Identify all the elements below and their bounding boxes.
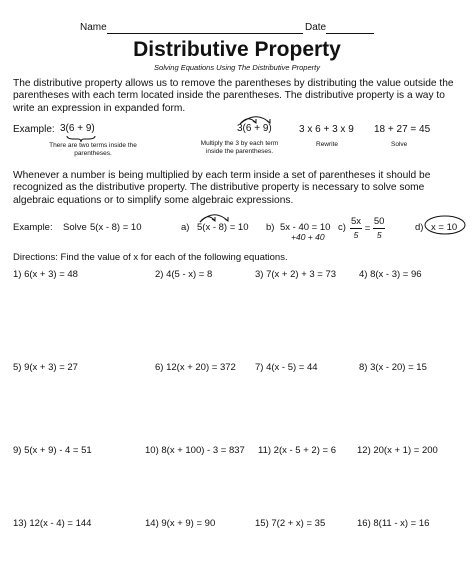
problem-8: 8) 3(x - 20) = 15 xyxy=(359,362,427,373)
example2-step-d: x = 10 xyxy=(431,222,458,233)
problem-11: 11) 2(x - 5 + 2) = 6 xyxy=(258,445,336,456)
example1-step4-note: Solve xyxy=(391,141,408,148)
paragraph-2: Whenever a number is being multiplied by each term inside a set of parentheses it should be recognized as the distributive property. The distributive property is necessary to solve some algebraic equations or to simplify some algebraic expressions. xyxy=(13,170,431,206)
example2-label: Example: xyxy=(13,222,53,233)
example1-step1-note: There are two terms inside the parentheses. xyxy=(49,142,137,157)
problem-5: 5) 9(x + 3) = 27 xyxy=(13,362,78,373)
problem-12: 12) 20(x + 1) = 200 xyxy=(357,445,438,456)
example1-step3-note: Rewrite xyxy=(316,141,339,148)
name-blank[interactable] xyxy=(107,22,303,34)
example2-step-b: 5x - 40 = 10 xyxy=(280,222,331,233)
example2-step-c-label: c) xyxy=(338,222,346,233)
name-field[interactable] xyxy=(80,22,303,34)
problem-6: 6) 12(x + 20) = 372 xyxy=(155,362,236,373)
date-field[interactable] xyxy=(305,22,374,34)
intro-paragraph: The distributive property allows us to remove the parentheses by distributing the value outside the parentheses with each term located inside the parentheses. The distributive property is a way to write an expression in expanded form. xyxy=(13,78,454,114)
example1-step2: 3(6 + 9) xyxy=(237,123,272,134)
example2-step-a: 5(x - 8) = 10 xyxy=(197,222,249,233)
page-title: Distributive Property xyxy=(133,38,341,61)
problem-16: 16) 8(11 - x) = 16 xyxy=(357,518,430,529)
example2-equation: 5(x - 8) = 10 xyxy=(90,222,142,233)
example1-label: Example: xyxy=(13,124,55,135)
example1-step2-note: Multiply the 3 by each term inside the parentheses. xyxy=(200,140,279,155)
problem-2: 2) 4(5 - x) = 8 xyxy=(155,269,213,280)
directions-text: Directions: Find the value of x for each of the following equations. xyxy=(13,252,288,263)
problem-3: 3) 7(x + 2) + 3 = 73 xyxy=(255,269,337,280)
fraction-left xyxy=(350,216,362,241)
fraction-left-den: 5 xyxy=(353,230,359,240)
example2-solve-label: Solve xyxy=(63,222,87,233)
example1-step3: 3 x 6 + 3 x 9 xyxy=(299,124,354,135)
example2-step-a-label: a) xyxy=(181,222,190,233)
fraction-equals: = xyxy=(364,223,371,234)
page-subtitle: Solving Equations Using The Distributive Property xyxy=(154,63,320,72)
fraction-left-num: 5x xyxy=(351,216,362,227)
problem-9: 9) 5(x + 9) - 4 = 51 xyxy=(13,445,92,456)
date-label: Date xyxy=(305,22,327,33)
example2-step-d-label: d) xyxy=(415,222,424,233)
problem-14: 14) 9(x + 9) = 90 xyxy=(145,518,216,529)
fraction-right-num: 50 xyxy=(373,216,385,227)
problem-1: 1) 6(x + 3) = 48 xyxy=(13,269,78,280)
problem-7: 7) 4(x - 5) = 44 xyxy=(255,362,318,373)
example2-step-c xyxy=(350,216,385,241)
date-blank[interactable] xyxy=(326,22,374,34)
fraction-right xyxy=(373,216,386,241)
example1-step1: 3(6 + 9) xyxy=(60,123,95,134)
fraction-right-den: 5 xyxy=(376,230,382,240)
example2-step-b-sub: +40 + 40 xyxy=(291,232,325,242)
problem-15: 15) 7(2 + x) = 35 xyxy=(255,518,326,529)
problem-10: 10) 8(x + 100) - 3 = 837 xyxy=(145,445,245,456)
example2-step-b-label: b) xyxy=(266,222,275,233)
problem-13: 13) 12(x - 4) = 144 xyxy=(13,518,92,529)
example1-step4: 18 + 27 = 45 xyxy=(374,124,431,135)
problem-4: 4) 8(x - 3) = 96 xyxy=(359,269,422,280)
name-label: Name xyxy=(80,22,107,33)
